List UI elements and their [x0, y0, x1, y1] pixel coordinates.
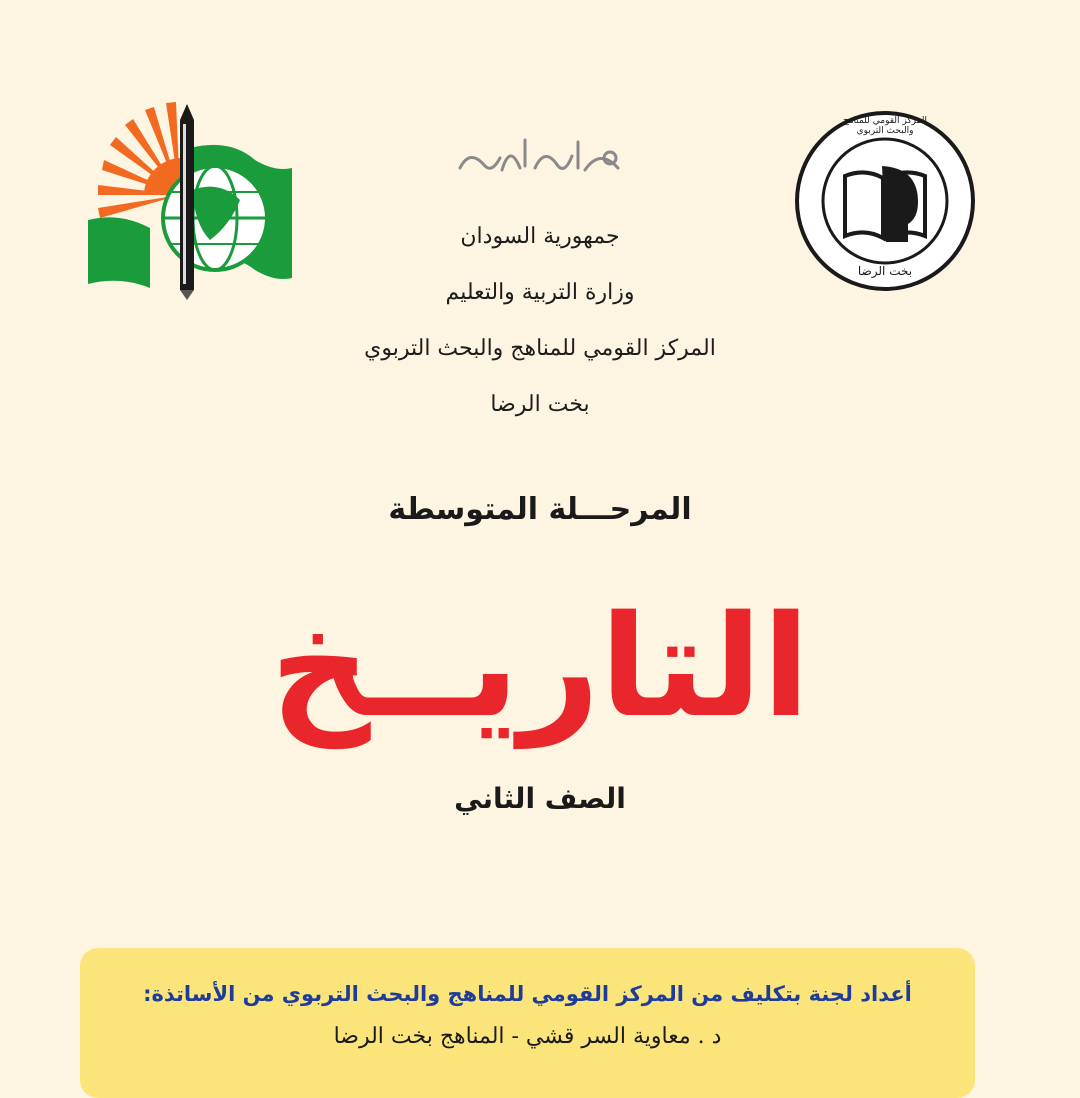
- center-seal-logo: [790, 106, 980, 296]
- emblem-graphic: [80, 100, 300, 300]
- basmala-icon: [440, 128, 640, 188]
- credits-heading: أعداد لجنة بتكليف من المركز القومي للمناهج والبحث التربوي من الأساتذة:: [143, 982, 912, 1006]
- grade-level: الصف الثاني: [454, 782, 626, 815]
- credits-author: د . معاوية السر قشي - المناهج بخت الرضا: [333, 1024, 722, 1049]
- header-block: [300, 222, 780, 446]
- seal-ring-text: المركز القومي للمناهج والبحث التربوي: [842, 116, 928, 136]
- subject-title: التاريــخ: [269, 586, 811, 749]
- city-name: بخت الرضا: [490, 392, 590, 417]
- credits-box: [80, 948, 975, 1098]
- ministry-emblem-logo: [80, 100, 300, 300]
- basmala-calligraphy: [440, 128, 640, 188]
- country-name: جمهورية السودان: [460, 224, 620, 249]
- seal-bottom-text: بخت الرضا: [857, 264, 913, 278]
- ministry-name: وزارة التربية والتعليم: [445, 280, 635, 305]
- center-name: المركز القومي للمناهج والبحث التربوي: [364, 336, 716, 361]
- school-stage: المرحـــلة المتوسطة: [388, 492, 692, 527]
